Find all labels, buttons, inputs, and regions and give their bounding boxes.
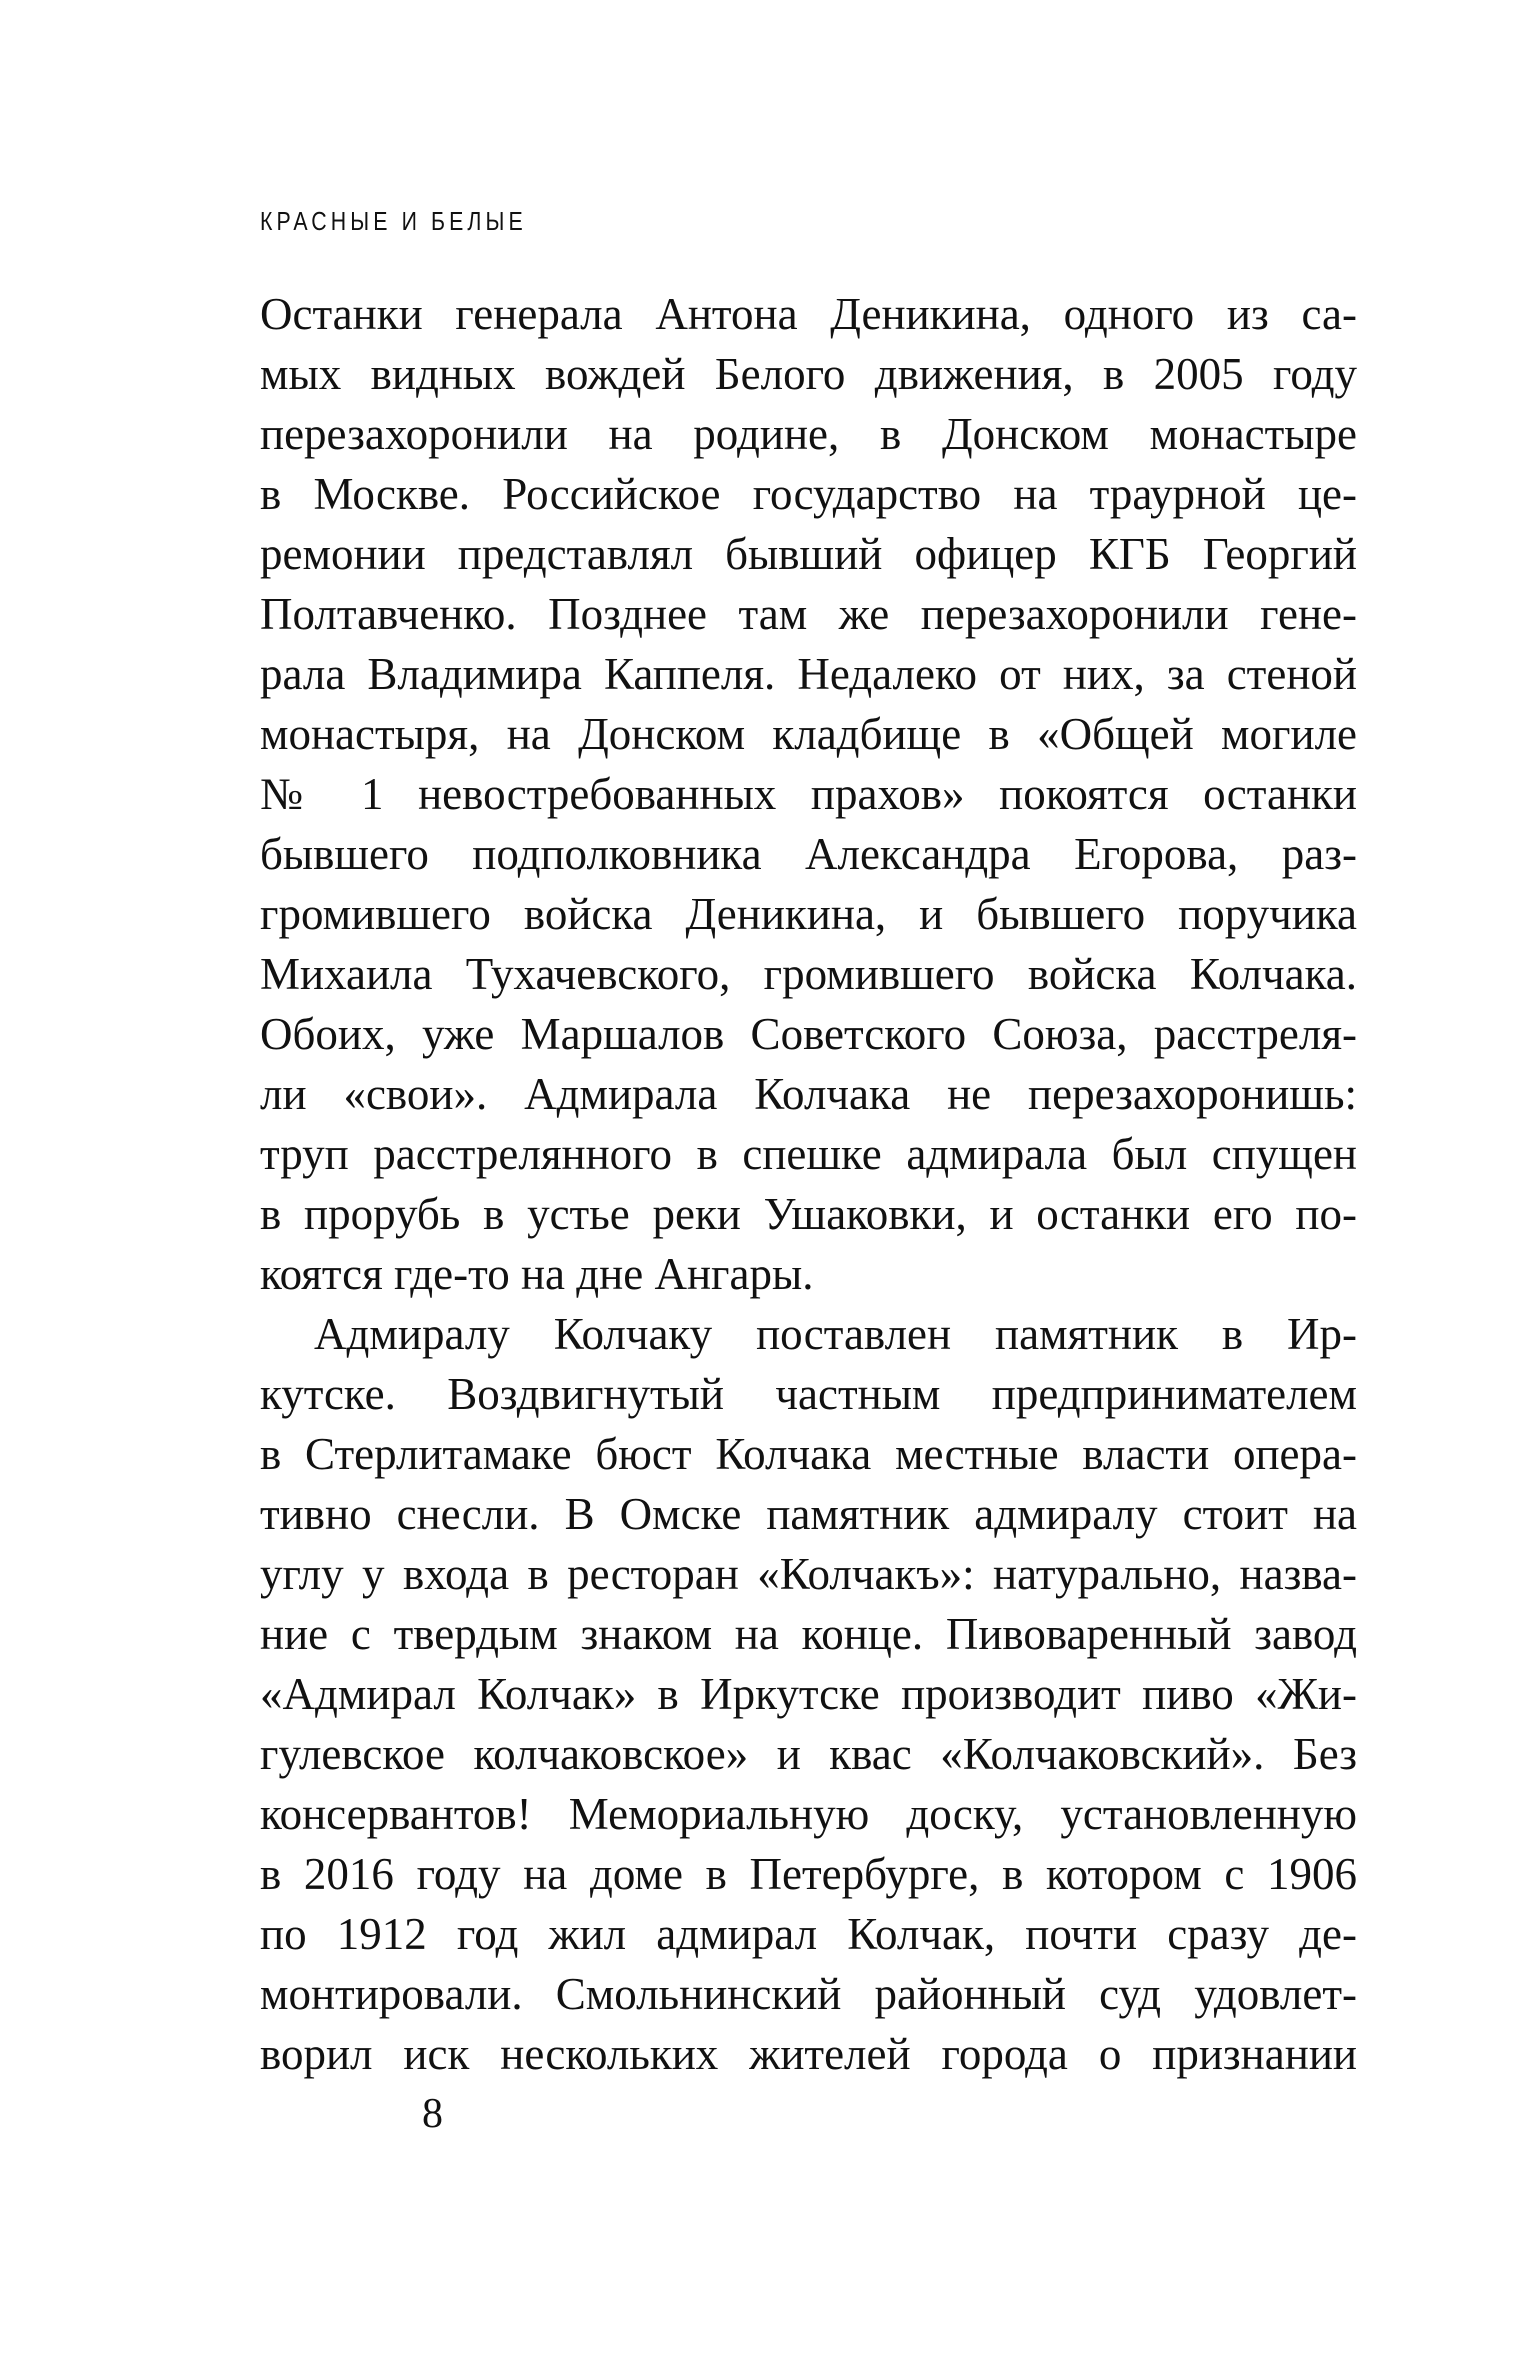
text-line: Полтавченко. Позднее там же перезахоронили гене- <box>260 589 1357 639</box>
text-line: Обоих, уже Маршалов Советского Союза, расстреля- <box>260 1009 1357 1059</box>
text-line: в Москве. Российское государство на траурной це- <box>260 469 1357 519</box>
text-line: громившего войска Деникина, и бывшего поручика <box>260 889 1357 939</box>
text-line: в прорубь в устье реки Ушаковки, и останки его по- <box>260 1189 1357 1239</box>
page-number: 8 <box>422 2091 443 2137</box>
text-line: ние с твердым знаком на конце. Пивоваренный завод <box>260 1609 1357 1659</box>
text-line: Адмиралу Колчаку поставлен памятник в Ир- <box>314 1309 1357 1359</box>
text-line: ремонии представлял бывший офицер КГБ Георгий <box>260 529 1357 579</box>
text-line: гулевское колчаковское» и квас «Колчаковский». Без <box>260 1729 1357 1779</box>
text-line: ли «свои». Адмирала Колчака не перезахоронишь: <box>260 1069 1357 1119</box>
running-head: КРАСНЫЕ И БЕЛЫЕ <box>260 206 527 236</box>
text-line: «Адмирал Колчак» в Иркутске производит пиво «Жи- <box>260 1669 1357 1719</box>
text-line: консервантов! Мемориальную доску, установленную <box>260 1789 1357 1839</box>
text-line: тивно снесли. В Омске памятник адмиралу стоит на <box>260 1489 1357 1539</box>
text-line: № 1 невостребованных прахов» покоятся останки <box>260 769 1357 819</box>
body-text <box>260 284 1357 2084</box>
text-line: коятся где-то на дне Ангары. <box>260 1249 814 1299</box>
text-line: углу у входа в ресторан «Колчакъ»: натурально, назва- <box>260 1549 1357 1599</box>
text-line: перезахоронили на родине, в Донском монастыре <box>260 409 1357 459</box>
text-line: рала Владимира Каппеля. Недалеко от них, за стеной <box>260 649 1357 699</box>
text-line: Михаила Тухачевского, громившего войска Колчака. <box>260 949 1357 999</box>
text-line: в 2016 году на доме в Петербурге, в котором с 1906 <box>260 1849 1357 1899</box>
text-line: кутске. Воздвигнутый частным предпринимателем <box>260 1369 1357 1419</box>
text-line: Останки генерала Антона Деникина, одного из са- <box>260 289 1357 339</box>
text-line: по 1912 год жил адмирал Колчак, почти сразу де- <box>260 1909 1357 1959</box>
text-line: бывшего подполковника Александра Егорова, раз- <box>260 829 1357 879</box>
text-line: мых видных вождей Белого движения, в 2005 году <box>260 349 1357 399</box>
text-line: монтировали. Смольнинский районный суд удовлет- <box>260 1969 1357 2019</box>
text-line: в Стерлитамаке бюст Колчака местные власти опера- <box>260 1429 1357 1479</box>
text-line: ворил иск нескольких жителей города о признании <box>260 2029 1357 2079</box>
text-line: труп расстрелянного в спешке адмирала был спущен <box>260 1129 1357 1179</box>
text-line: монастыря, на Донском кладбище в «Общей могиле <box>260 709 1357 759</box>
